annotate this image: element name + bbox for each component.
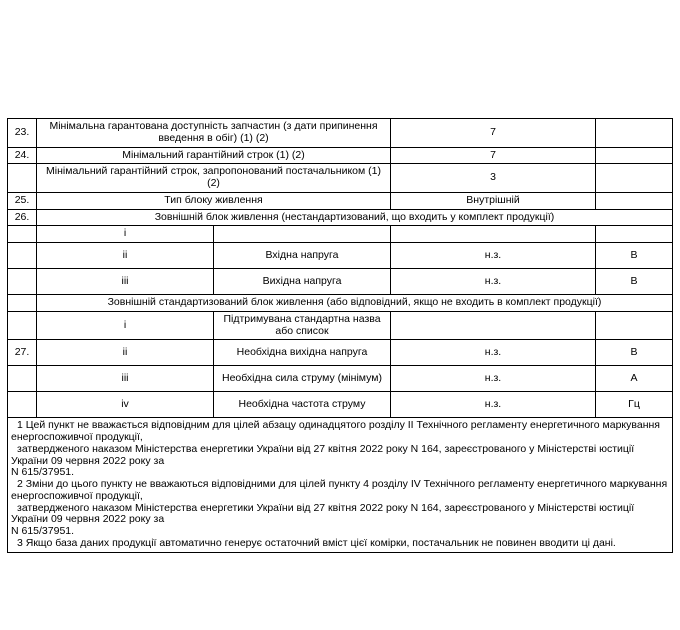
footnote-2b: затвердженого наказом Міністерства енергетики України від 27 квітня 2022 року N 164, зареєстрованого у Міністерстві юстиції України 09 червня 2022 року за (11, 501, 635, 526)
footnote-1c: N 615/37951. (11, 466, 75, 479)
row-roman: i (37, 226, 214, 243)
row-unit (596, 311, 673, 340)
footnote-1b: затвердженого наказом Міністерства енергетики України від 27 квітня 2022 року N 164, зареєстрованого у Міністерстві юстиції України 09 червня 2022 року за (11, 442, 635, 467)
row-number (8, 164, 37, 193)
row-roman: ii (37, 243, 214, 269)
row-number (8, 269, 37, 295)
section-header-row-26 (8, 209, 673, 226)
row-label: Необхідна вихідна напруга (214, 340, 391, 366)
row-label: Мінімальна гарантована доступність запчастин (з дати припинення введення в обіг) (1) (2) (37, 119, 391, 148)
row-roman: iv (37, 392, 214, 418)
footnotes-row (8, 418, 673, 552)
row-number (8, 311, 37, 340)
section-header-27: Зовнішній стандартизований блок живлення (або відповідний, якщо не входить в комплект продукції) (37, 295, 673, 312)
row-value: н.з. (391, 269, 596, 295)
row-unit (596, 192, 673, 209)
row-value: н.з. (391, 243, 596, 269)
section-header-26: Зовнішній блок живлення (нестандартизований, що входить у комплект продукції) (37, 209, 673, 226)
row-unit: В (596, 243, 673, 269)
row-value: н.з. (391, 366, 596, 392)
row-value: 3 (391, 164, 596, 193)
row-label: Вихідна напруга (214, 269, 391, 295)
row-value: 7 (391, 147, 596, 164)
table-row (8, 366, 673, 392)
table-row (8, 226, 673, 243)
table-row (8, 147, 673, 164)
row-roman: iii (37, 366, 214, 392)
table-row (8, 243, 673, 269)
row-unit: В (596, 340, 673, 366)
row-number: 23. (8, 119, 37, 148)
table-row (8, 311, 673, 340)
row-value: 7 (391, 119, 596, 148)
row-roman: iii (37, 269, 214, 295)
row-value: Внутрішній (391, 192, 596, 209)
section-header-row-27 (8, 295, 673, 312)
row-label (214, 226, 391, 243)
table-row (8, 392, 673, 418)
section-number-26: 26. (8, 209, 37, 226)
row-value: н.з. (391, 392, 596, 418)
row-label: Необхідна частота струму (214, 392, 391, 418)
row-roman: ii (37, 340, 214, 366)
table-row (8, 269, 673, 295)
row-value: н.з. (391, 340, 596, 366)
row-value (391, 311, 596, 340)
row-roman: i (37, 311, 214, 340)
row-unit (596, 226, 673, 243)
row-label: Тип блоку живлення (37, 192, 391, 209)
row-number (8, 392, 37, 418)
footnotes-cell (8, 418, 673, 552)
section-number-27-cell: 27. (8, 340, 37, 366)
row-label: Необхідна сила струму (мінімум) (214, 366, 391, 392)
footnote-2c: N 615/37951. (11, 525, 75, 537)
row-label: Вхідна напруга (214, 243, 391, 269)
table-row (8, 119, 673, 148)
row-unit (596, 147, 673, 164)
row-value (391, 226, 596, 243)
document-sheet (7, 118, 673, 553)
table-row (8, 164, 673, 193)
section-number-27 (8, 295, 37, 312)
row-number: 25. (8, 192, 37, 209)
footnote-2a: 2 Зміни до цього пункту не вважаються відповідними для цілей пункту 4 розділу IV Технічного регламенту енергетичного маркування енергоспоживчої продукції, (11, 478, 668, 502)
row-label: Мінімальний гарантійний строк (1) (2) (37, 147, 391, 164)
row-number (8, 366, 37, 392)
row-unit (596, 164, 673, 193)
row-unit (596, 119, 673, 148)
footnote-3: 3 Якщо база даних продукції автоматично генерує остаточний вміст цієї комірки, постачальник не повинен вводити ці дані. (17, 536, 616, 549)
row-label: Підтримувана стандартна назва або список (214, 311, 391, 340)
footnote-1a: 1 Цей пункт не вважається відповідним для цілей абзацу одинадцятого розділу II Технічного регламенту енергетичного маркування енергоспоживчої продукції, (11, 419, 660, 443)
row-number: 24. (8, 147, 37, 164)
row-label: Мінімальний гарантійний строк, запропонований постачальником (1) (2) (37, 164, 391, 193)
table-row (8, 340, 673, 366)
row-number (8, 243, 37, 269)
specification-table (7, 118, 673, 553)
row-number (8, 226, 37, 243)
row-unit: Гц (596, 392, 673, 418)
table-row (8, 192, 673, 209)
row-unit: В (596, 269, 673, 295)
row-unit: А (596, 366, 673, 392)
